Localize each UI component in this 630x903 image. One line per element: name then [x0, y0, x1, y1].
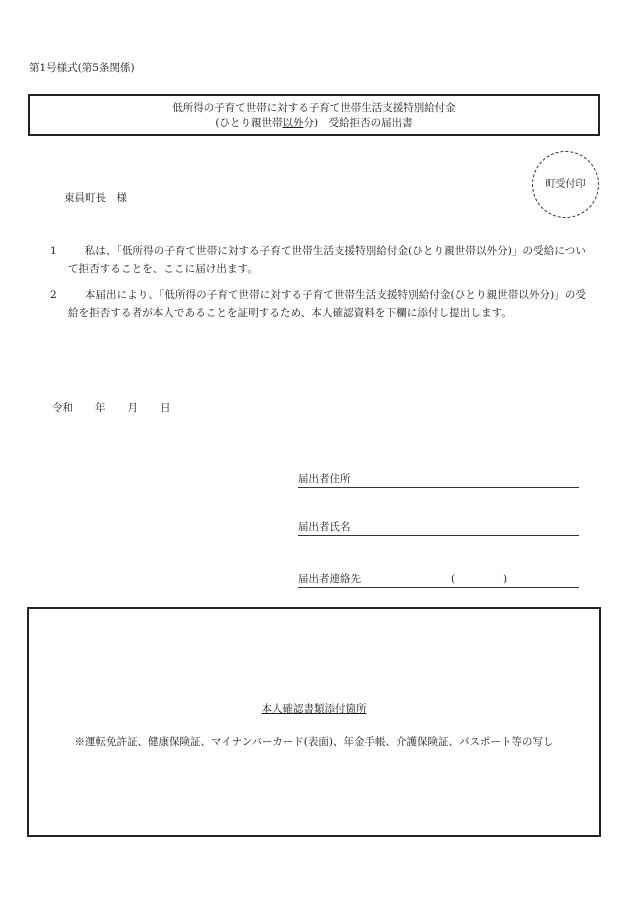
id-document-attachment-area [27, 607, 601, 837]
applicant-address-field[interactable] [298, 471, 579, 488]
title-line2-prefix: (ひとり親世帯 [215, 117, 283, 129]
date-era: 令和 [52, 402, 73, 414]
date-month-label: 月 [127, 402, 138, 414]
reception-stamp-circle [532, 151, 599, 218]
document-title-line2 [30, 116, 598, 131]
form-number-label: 第1号様式(第5条関係) [29, 62, 135, 74]
applicant-name-label: 届出者氏名 [298, 521, 351, 533]
document-title-line1: 低所得の子育て世帯に対する子育て世帯生活支援特別給付金 [172, 102, 456, 114]
reception-stamp-label: 町受付印 [545, 179, 586, 190]
applicant-contact-label: 届出者連絡先 [298, 573, 361, 585]
date-line [52, 400, 171, 415]
id-attachment-note: ※運転免許証、健康保険証、マイナンバーカード(表面)、年金手帳、介護保険証、パスポート等の写し [74, 736, 554, 748]
date-day-label: 日 [160, 402, 171, 414]
applicant-contact-field[interactable] [298, 571, 579, 588]
statement-item [50, 286, 590, 322]
statement-item-text: 本届出により、「低所得の子育て世帯に対する子育て世帯生活支援特別給付金(ひとり親世帯以外分)」の受給を拒否する者が本人であることを証明するため、本人確認資料を下欄に添付し提出します。 [68, 289, 587, 319]
statement-item-number: 1 [50, 245, 57, 257]
date-year-label: 年 [95, 402, 106, 414]
statement-item-text: 私は、「低所得の子育て世帯に対する子育て世帯生活支援特別給付金(ひとり親世帯以外分)」の受給について拒否することを、ここに届け出ます。 [68, 245, 586, 275]
id-attachment-heading [29, 701, 599, 716]
document-title-box [28, 94, 600, 136]
applicant-address-label: 届出者住所 [298, 473, 351, 485]
applicant-name-field[interactable] [298, 519, 579, 536]
addressee: 東員町長 様 [64, 192, 127, 204]
contact-paren-close: ) [503, 573, 508, 585]
contact-paren-open: ( [451, 573, 456, 585]
title-line2-underlined: 以外 [282, 117, 304, 129]
statement-item-number: 2 [50, 289, 57, 301]
title-line2-suffix: 分) 受給拒否の届出書 [303, 117, 413, 129]
id-attachment-heading-text: 本人確認書類添付箇所 [261, 703, 367, 715]
statement-item [50, 242, 590, 278]
